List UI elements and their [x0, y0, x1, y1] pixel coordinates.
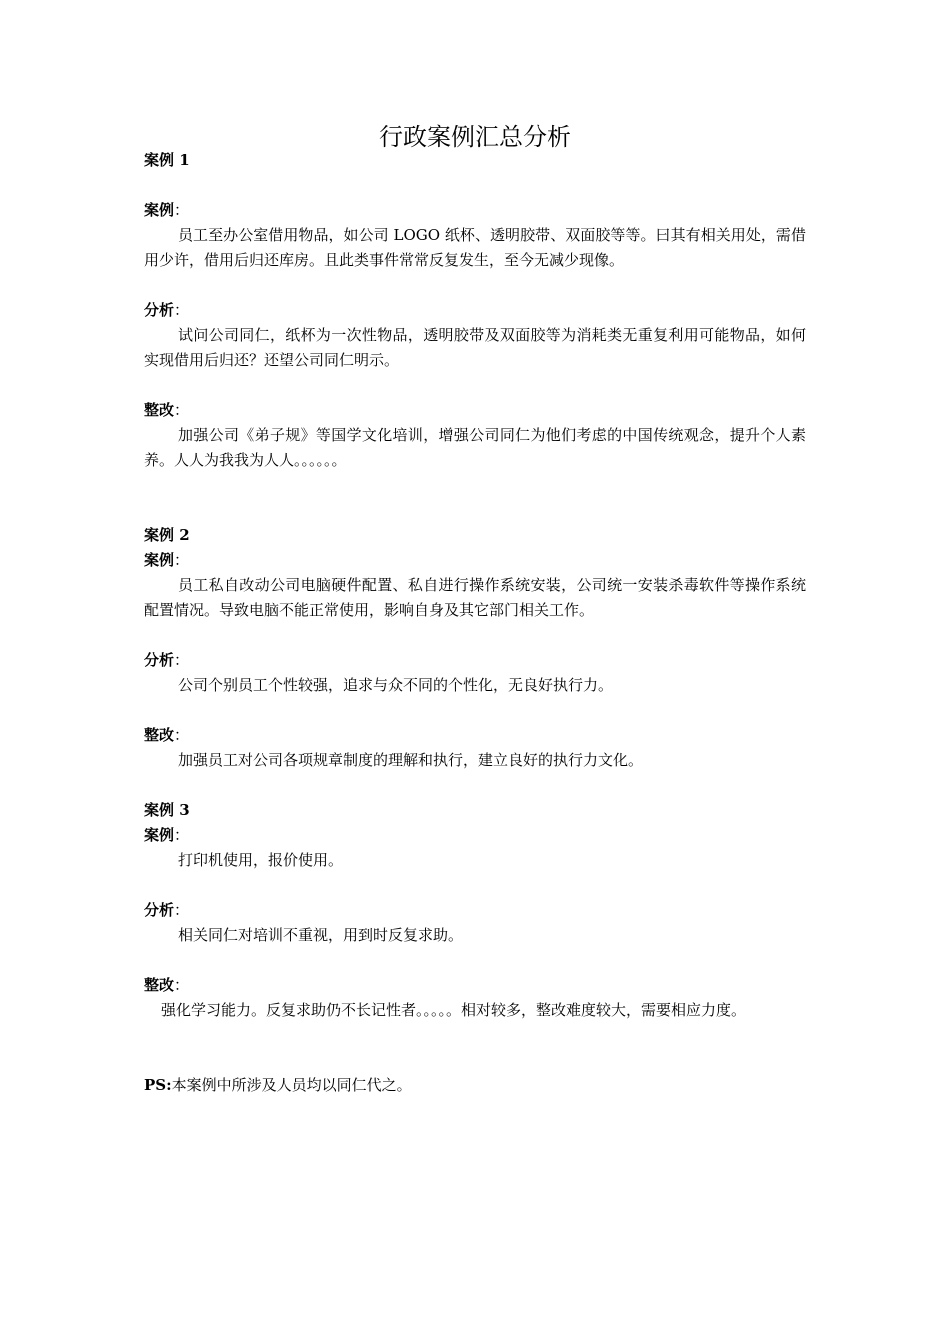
fix-label: 整改： [144, 726, 190, 744]
analysis-label: 分析： [144, 901, 190, 919]
fix-text: 加强公司《弟子规》等国学文化培训，增强公司同仁为他们考虑的中国传统观念，提升个人素养。人人为我我为人人。。。。。。 [144, 426, 806, 469]
case-label: 案例： [144, 826, 190, 844]
ps-note [144, 1073, 806, 1098]
case-heading: 案例 1 [144, 151, 190, 169]
case-heading: 案例 2 [144, 526, 190, 544]
ps-text: 本案例中所涉及人员均以同仁代之。 [171, 1076, 412, 1094]
case-2-section [144, 523, 806, 773]
case-description: 员工至办公室借用物品，如公司 LOGO 纸杯、透明胶带、双面胶等等。曰其有相关用处，需借用少许，借用后归还库房。且此类事件常常反复发生，至今无减少现像。 [144, 226, 806, 269]
case-heading: 案例 3 [144, 801, 190, 819]
analysis-label: 分析： [144, 301, 190, 319]
document-title: 行政案例汇总分析 [379, 123, 571, 151]
case-label: 案例： [144, 551, 190, 569]
case-description: 打印机使用，报价使用。 [178, 851, 344, 869]
case-3-section [144, 798, 806, 1023]
analysis-label: 分析： [144, 651, 190, 669]
analysis-text: 试问公司同仁，纸杯为一次性物品，透明胶带及双面胶等为消耗类无重复利用可能物品，如何实现借用后归还？还望公司同仁明示。 [144, 326, 806, 369]
fix-text: 加强员工对公司各项规章制度的理解和执行，建立良好的执行力文化。 [178, 751, 644, 769]
fix-label: 整改： [144, 976, 190, 994]
ps-label: PS: [144, 1076, 172, 1094]
document-body [144, 148, 806, 1098]
fix-label: 整改： [144, 401, 190, 419]
case-label: 案例： [144, 201, 190, 219]
analysis-text: 公司个别员工个性较强，追求与众不同的个性化，无良好执行力。 [178, 676, 614, 694]
fix-text: 强化学习能力。反复求助仍不长记性者。。。。。相对较多，整改难度较大，需要相应力度。 [161, 1001, 747, 1019]
case-description: 员工私自改动公司电脑硬件配置、私自进行操作系统安装，公司统一安装杀毒软件等操作系统配置情况。导致电脑不能正常使用，影响自身及其它部门相关工作。 [144, 576, 806, 619]
analysis-text: 相关同仁对培训不重视，用到时反复求助。 [178, 926, 464, 944]
case-1-section [144, 148, 806, 473]
